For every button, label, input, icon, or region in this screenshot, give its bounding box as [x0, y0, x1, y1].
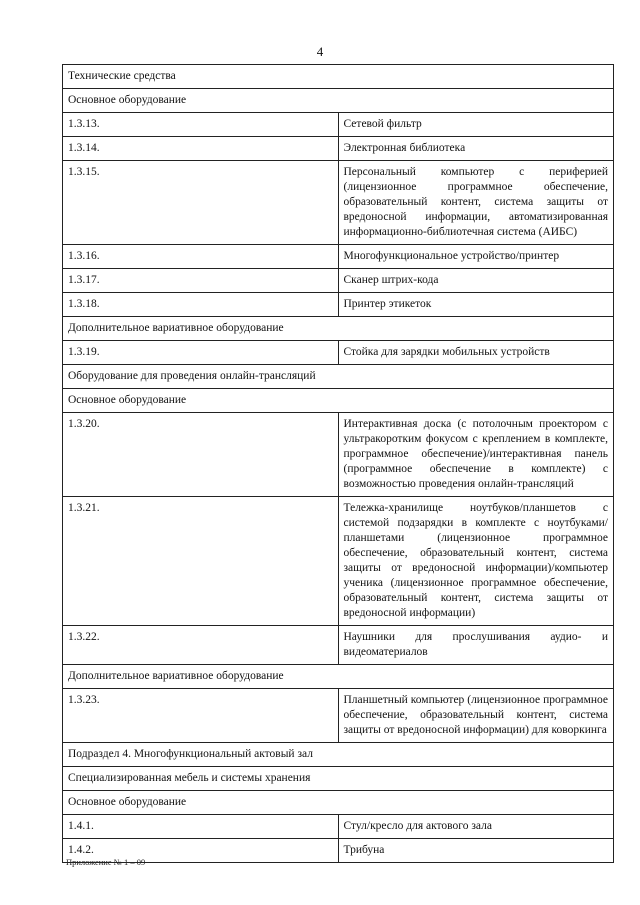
item-description: Принтер этикеток — [338, 293, 614, 317]
item-code: 1.3.20. — [63, 413, 339, 497]
section-row — [63, 665, 614, 689]
item-row — [63, 626, 614, 665]
item-description: Интерактивная доска (с потолочным проектором с ультракоротким фокусом с креплением в комплекте, программное обеспечение)/интерактивная панель (программное обеспечение в комплекте) с возможностью проведения онлайн-трансляций — [338, 413, 614, 497]
section-heading: Дополнительное вариативное оборудование — [63, 665, 614, 689]
item-code: 1.3.15. — [63, 161, 339, 245]
item-row — [63, 137, 614, 161]
item-description: Стул/кресло для актового зала — [338, 815, 614, 839]
item-description: Трибуна — [338, 839, 614, 863]
item-row — [63, 161, 614, 245]
item-description: Сетевой фильтр — [338, 113, 614, 137]
footer-note: Приложение № 1 – 09 — [66, 857, 146, 867]
item-row — [63, 497, 614, 626]
item-row — [63, 413, 614, 497]
item-code: 1.3.19. — [63, 341, 339, 365]
item-row — [63, 689, 614, 743]
section-heading: Дополнительное вариативное оборудование — [63, 317, 614, 341]
section-row — [63, 65, 614, 89]
item-row — [63, 245, 614, 269]
section-row — [63, 317, 614, 341]
section-heading: Оборудование для проведения онлайн-трансляций — [63, 365, 614, 389]
page-number: 4 — [316, 44, 324, 59]
item-code: 1.3.17. — [63, 269, 339, 293]
section-heading: Основное оборудование — [63, 389, 614, 413]
item-code: 1.4.1. — [63, 815, 339, 839]
equipment-table — [62, 64, 614, 863]
item-row — [63, 815, 614, 839]
item-code: 1.3.23. — [63, 689, 339, 743]
section-row — [63, 791, 614, 815]
section-row — [63, 743, 614, 767]
item-description: Электронная библиотека — [338, 137, 614, 161]
item-code: 1.3.14. — [63, 137, 339, 161]
item-code: 1.3.22. — [63, 626, 339, 665]
section-row — [63, 365, 614, 389]
equipment-table-body — [63, 65, 614, 863]
item-description: Сканер штрих-кода — [338, 269, 614, 293]
section-heading: Технические средства — [63, 65, 614, 89]
item-row — [63, 341, 614, 365]
item-row — [63, 113, 614, 137]
item-description: Планшетный компьютер (лицензионное программное обеспечение, образовательный контент, система защиты от вредоносной информации) для коворкинга — [338, 689, 614, 743]
item-code: 1.3.16. — [63, 245, 339, 269]
section-heading: Основное оборудование — [63, 89, 614, 113]
section-heading: Специализированная мебель и системы хранения — [63, 767, 614, 791]
section-heading: Подраздел 4. Многофункциональный актовый зал — [63, 743, 614, 767]
item-code: 1.3.18. — [63, 293, 339, 317]
section-row — [63, 389, 614, 413]
item-description: Персональный компьютер с периферией (лицензионное программное обеспечение, образовательный контент, система защиты от вредоносной информации, автоматизированная информационно-библиотечная система (АИБС) — [338, 161, 614, 245]
item-description: Многофункциональное устройство/принтер — [338, 245, 614, 269]
item-row — [63, 293, 614, 317]
item-description: Тележка-хранилище ноутбуков/планшетов с системой подзарядки в комплекте с ноутбуками/планшетами (лицензионное программное обеспечение, образовательный контент, система защиты от вредоносной информации)/компьютер ученика (лицензионное программное обеспечение, образовательный контент, система защиты от вредоносной информации) — [338, 497, 614, 626]
item-description: Стойка для зарядки мобильных устройств — [338, 341, 614, 365]
item-code: 1.3.13. — [63, 113, 339, 137]
item-code: 1.4.2. — [63, 839, 339, 863]
section-row — [63, 89, 614, 113]
item-code: 1.3.21. — [63, 497, 339, 626]
item-description: Наушники для прослушивания аудио- и видеоматериалов — [338, 626, 614, 665]
section-row — [63, 767, 614, 791]
section-heading: Основное оборудование — [63, 791, 614, 815]
item-row — [63, 269, 614, 293]
